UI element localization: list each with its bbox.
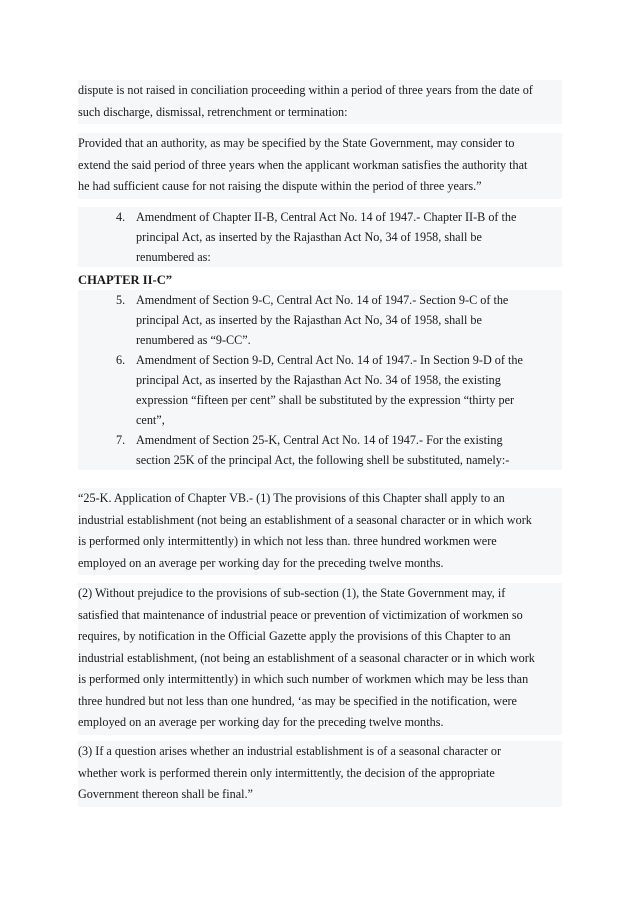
text-line: Amendment of Chapter II-B, Central Act No. 14 of 1947.- Chapter II-B of the <box>136 210 517 224</box>
paragraph-25k-1 <box>78 488 562 575</box>
text-line: Amendment of Section 9-D, Central Act No. 14 of 1947.- In Section 9-D of the <box>136 353 523 367</box>
chapter-heading: CHAPTER II-C” <box>78 273 173 287</box>
text-line: Provided that an authority, as may be specified by the State Government, may consider to <box>78 136 515 150</box>
paragraph-25k-2 <box>78 583 562 735</box>
text-line: renumbered as: <box>136 250 211 264</box>
text-line: principal Act, as inserted by the Rajasthan Act No. 34 of 1958, the existing <box>136 373 501 387</box>
list-item <box>78 290 562 350</box>
text-line: (3) If a question arises whether an industrial establishment is of a seasonal character or <box>78 744 502 758</box>
text-line: extend the said period of three years when the applicant workman satisfies the authority that <box>78 157 528 172</box>
text-line: industrial establishment, (not being an establishment of a seasonal character or in which work <box>78 650 535 665</box>
item-number: 6. <box>116 353 126 367</box>
item-number: 4. <box>116 210 126 224</box>
text-line: he had sufficient cause for not raising the dispute within the period of three years.” <box>78 179 482 193</box>
paragraph-proviso <box>78 133 562 199</box>
text-line: whether work is performed therein only intermittently, the decision of the appropriate <box>78 765 495 780</box>
text-line: employed on an average per working day for the preceding twelve months. <box>78 555 444 570</box>
text-line: “25-K. Application of Chapter VB.- (1) The provisions of this Chapter shall apply to an <box>78 491 505 505</box>
text-line: Government thereon shall be final.” <box>78 787 253 801</box>
list-item <box>78 350 562 430</box>
text-line: expression “fifteen per cent” shall be substituted by the expression “thirty per <box>136 393 515 407</box>
text-line: cent”, <box>136 413 165 427</box>
text-line: industrial establishment (not being an establishment of a seasonal character or in which work <box>78 512 532 527</box>
text-line: principal Act, as inserted by the Rajasthan Act No, 34 of 1958, shall be <box>136 230 482 244</box>
text-line: employed on an average per working day for the preceding twelve months. <box>78 715 444 729</box>
text-line: principal Act, as inserted by the Rajasthan Act No, 34 of 1958, shall be <box>136 313 482 327</box>
text-line: section 25K of the principal Act, the following shell be substituted, namely:- <box>136 453 510 467</box>
item-number: 7. <box>116 433 126 447</box>
text-line: is performed only intermittently) in which such number of workmen which may be less than <box>78 672 529 686</box>
text-line: three hundred but not less than one hundred, ‘as may be specified in the notification, were <box>78 693 517 708</box>
paragraph-dispute <box>78 80 562 124</box>
paragraph-25k-3 <box>78 741 562 807</box>
amendment-list-item-4 <box>78 207 562 267</box>
list-item <box>78 430 562 470</box>
list-item <box>78 207 562 267</box>
text-line: Amendment of Section 25-K, Central Act No. 14 of 1947.- For the existing <box>136 433 503 447</box>
text-line: is performed only intermittently) in which not less than. three hundred workmen were <box>78 534 497 548</box>
amendment-list <box>78 290 562 470</box>
text-line: such discharge, dismissal, retrenchment or termination: <box>78 104 348 119</box>
text-line: satisfied that maintenance of industrial peace or prevention of victimization of workmen so <box>78 607 523 622</box>
item-number: 5. <box>116 293 126 307</box>
text-line: Amendment of Section 9-C, Central Act No. 14 of 1947.- Section 9-C of the <box>136 293 509 307</box>
text-line: dispute is not raised in conciliation proceeding within a period of three years from the date of <box>78 83 533 97</box>
text-line: (2) Without prejudice to the provisions of sub-section (1), the State Government may, if <box>78 586 506 600</box>
text-line: requires, by notification in the Official Gazette apply the provisions of this Chapter to an <box>78 629 511 643</box>
text-line: renumbered as “9-CC”. <box>136 333 251 347</box>
